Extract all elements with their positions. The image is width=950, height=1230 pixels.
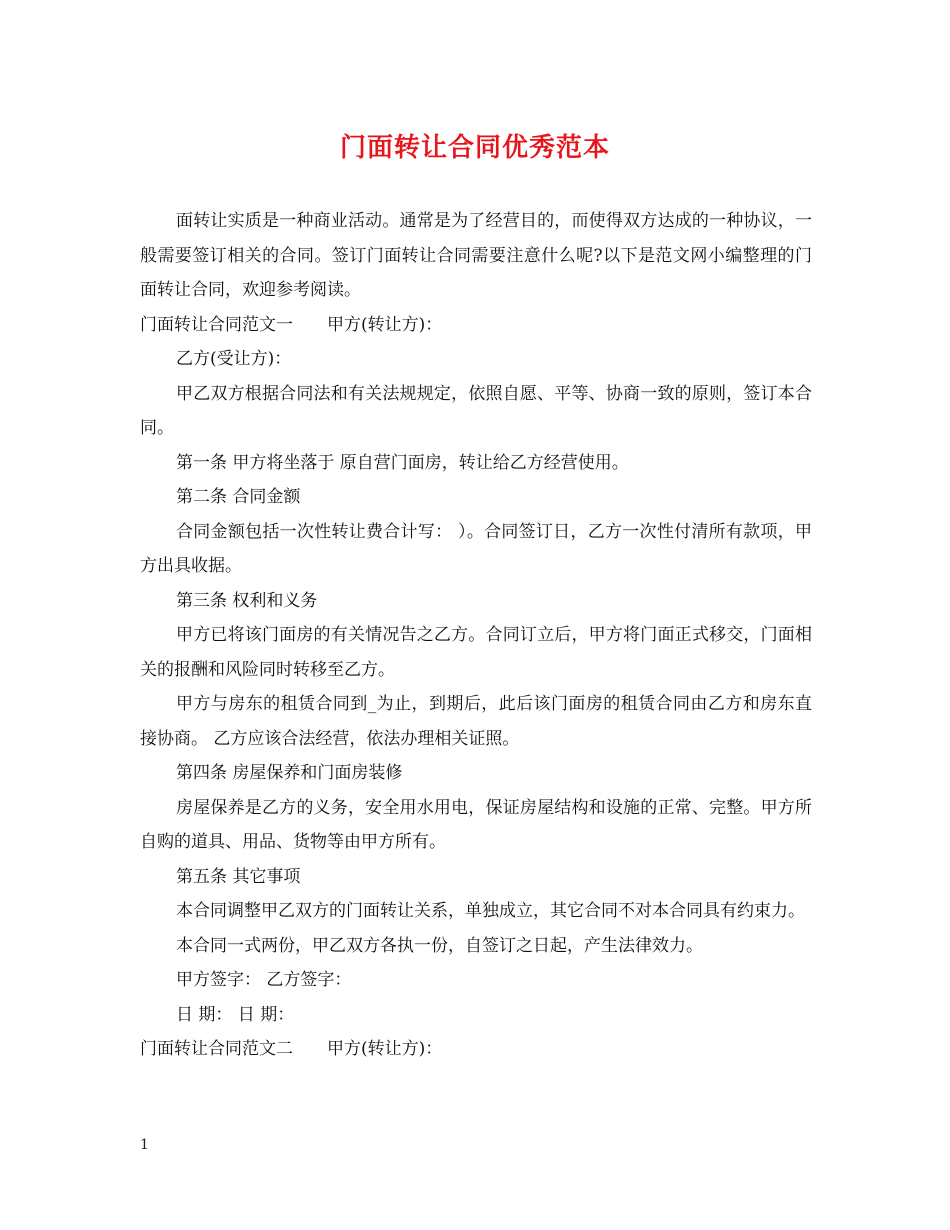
- article-five-body-1: 本合同调整甲乙双方的门面转让关系，单独成立，其它合同不对本合同具有约束力。: [176, 901, 805, 921]
- sample-one-heading: 门面转让合同范文一 甲方(转让方)：: [140, 314, 443, 335]
- signature-line: 甲方签字： 乙方签字：: [176, 970, 352, 990]
- article-four-body: 房屋保养是乙方的义务，安全用水用电，保证房屋结构和设施的正常、完整。甲方所自购的道具、用品、货物等由甲方所有。: [140, 797, 812, 852]
- article-five-body-2: 本合同一式两份，甲乙双方各执一份，自签订之日起，产生法律效力。: [176, 935, 703, 956]
- agreement-basis-paragraph: 甲乙双方根据合同法和有关法规规定，依照自愿、平等、协商一致的原则，签订本合同。: [140, 383, 812, 438]
- article-three-body-1: 甲方已将该门面房的有关情况告之乙方。合同订立后，甲方将门面正式移交，门面相关的报酬和风险同时转移至乙方。: [140, 625, 812, 680]
- article-two-heading: 第二条 合同金额: [176, 487, 301, 507]
- article-five-heading: 第五条 其它事项: [176, 866, 301, 887]
- article-three-heading: 第三条 权利和义务: [176, 590, 318, 611]
- article-one: 第一条 甲方将坐落于 原自营门面房，转让给乙方经营使用。: [176, 452, 629, 473]
- sample-two-heading: 门面转让合同范文二 甲方(转让方)：: [140, 1039, 443, 1059]
- date-line: 日 期： 日 期：: [176, 1004, 295, 1025]
- article-three-body-2: 甲方与房东的租赁合同到_为止，到期后，此后该门面房的租赁合同由乙方和房东直接协商。 乙方应该合法经营，依法办理相关证照。: [140, 694, 812, 749]
- article-four-heading: 第四条 房屋保养和门面房装修: [176, 763, 403, 783]
- page-number: 1: [140, 1137, 149, 1153]
- document-title: 门面转让合同优秀范本: [339, 133, 610, 163]
- intro-paragraph: 面转让实质是一种商业活动。通常是为了经营目的，而使得双方达成的一种协议，一般需要签订相关的合同。签订门面转让合同需要注意什么呢?以下是范文网小编整理的门面转让合同，欢迎参考阅读。: [140, 211, 812, 300]
- party-b-line: 乙方(受让方)：: [176, 349, 292, 369]
- document-body: [140, 204, 812, 1067]
- article-two-body: 合同金额包括一次性转让费合计写： ）。合同签订日，乙方一次性付清所有款项，甲方出具收据。: [140, 521, 812, 576]
